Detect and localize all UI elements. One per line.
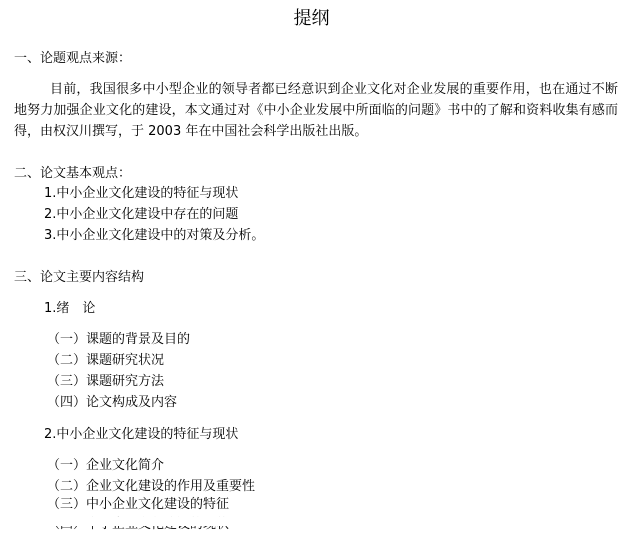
section-1-paragraph: 目前，我国很多中小型企业的领导者都已经意识到企业文化对企业发展的重要作用，也在通过不断地努力加强企业文化的建设，本文通过对《中小企业发展中所面临的问题》书中的了解和资料收集有感而得，由权汉川撰写，于 2003 年在中国社会科学出版社出版。	[14, 82, 618, 139]
section-3-heading: 三、论文主要内容结构	[14, 270, 145, 285]
chapter-1-item-2: （二）课题研究状况	[47, 353, 165, 368]
chapter-2-title: 2.中小企业文化建设的特征与现状	[44, 427, 239, 442]
chapter-1-item-3: （三）课题研究方法	[47, 374, 165, 389]
section-1-heading: 一、论题观点来源：	[14, 51, 132, 66]
chapter-1-item-1: （一）课题的背景及目的	[47, 332, 191, 347]
document-title: 提纲	[293, 8, 330, 29]
chapter-1-title: 1.绪 论	[44, 301, 96, 316]
section-2-point-2: 2.中小企业文化建设中存在的问题	[44, 207, 239, 222]
section-2-point-1: 1.中小企业文化建设的特征与现状	[44, 186, 239, 201]
section-2-point-3: 3.中小企业文化建设中的对策及分析。	[44, 228, 265, 243]
chapter-2-item-1: （一）企业文化简介	[47, 458, 165, 473]
section-2-heading: 二、论文基本观点：	[14, 166, 132, 181]
chapter-1-item-4: （四）论文构成及内容	[47, 395, 178, 410]
chapter-2-item-3: （三）中小企业文化建设的特征	[47, 497, 230, 512]
chapter-2-item-2: （二）企业文化建设的作用及重要性	[47, 479, 256, 494]
page-cutoff-mask	[0, 517, 623, 526]
